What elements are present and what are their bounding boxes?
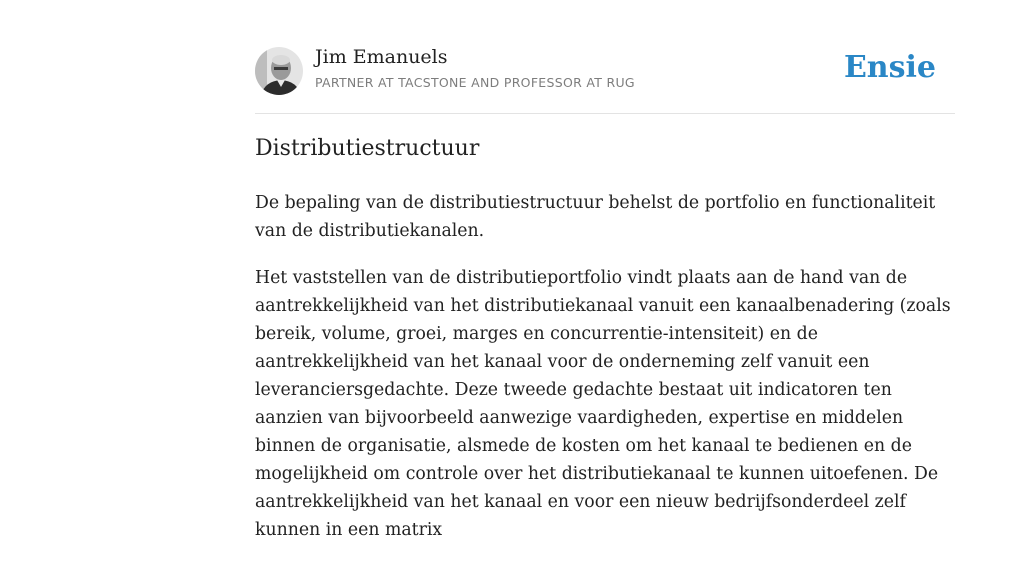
author-header: [255, 45, 955, 114]
article-paragraph: Het vaststellen van de distributieportfolio vindt plaats aan de hand van de aantrekkelijkheid van het distributiekanaal vanuit een kanaalbenadering (zoals bereik, volume, groei, marges en concurrentie-intensiteit) en de aantrekkelijkheid van het kanaal voor de onderneming zelf vanuit een leveranciersgedachte. Deze tweede gedachte bestaat uit indicatoren ten aanzien van bijvoorbeeld aanwezige vaardigheden, expertise en middelen binnen de organisatie, alsmede de kosten om het kanaal te bedienen en de mogelijkheid om controle over het distributiekanaal te kunnen uitoefenen. De aantrekkelijkheid van het kanaal en voor een nieuw bedrijfsonderdeel zelf kunnen in een matrix: [255, 268, 951, 540]
ensie-logo[interactable]: Ensie: [843, 50, 936, 85]
avatar-photo: [255, 47, 303, 95]
article-paragraph: De bepaling van de distributiestructuur behelst de portfolio en functionaliteit van de distributiekanalen.: [255, 193, 936, 241]
author-avatar[interactable]: [255, 47, 303, 95]
author-role: PARTNER AT TACSTONE AND PROFESSOR AT RUG: [315, 75, 635, 90]
author-name[interactable]: Jim Emanuels: [315, 46, 448, 68]
article-body: [255, 189, 960, 563]
article-title: Distributiestructuur: [255, 136, 480, 161]
